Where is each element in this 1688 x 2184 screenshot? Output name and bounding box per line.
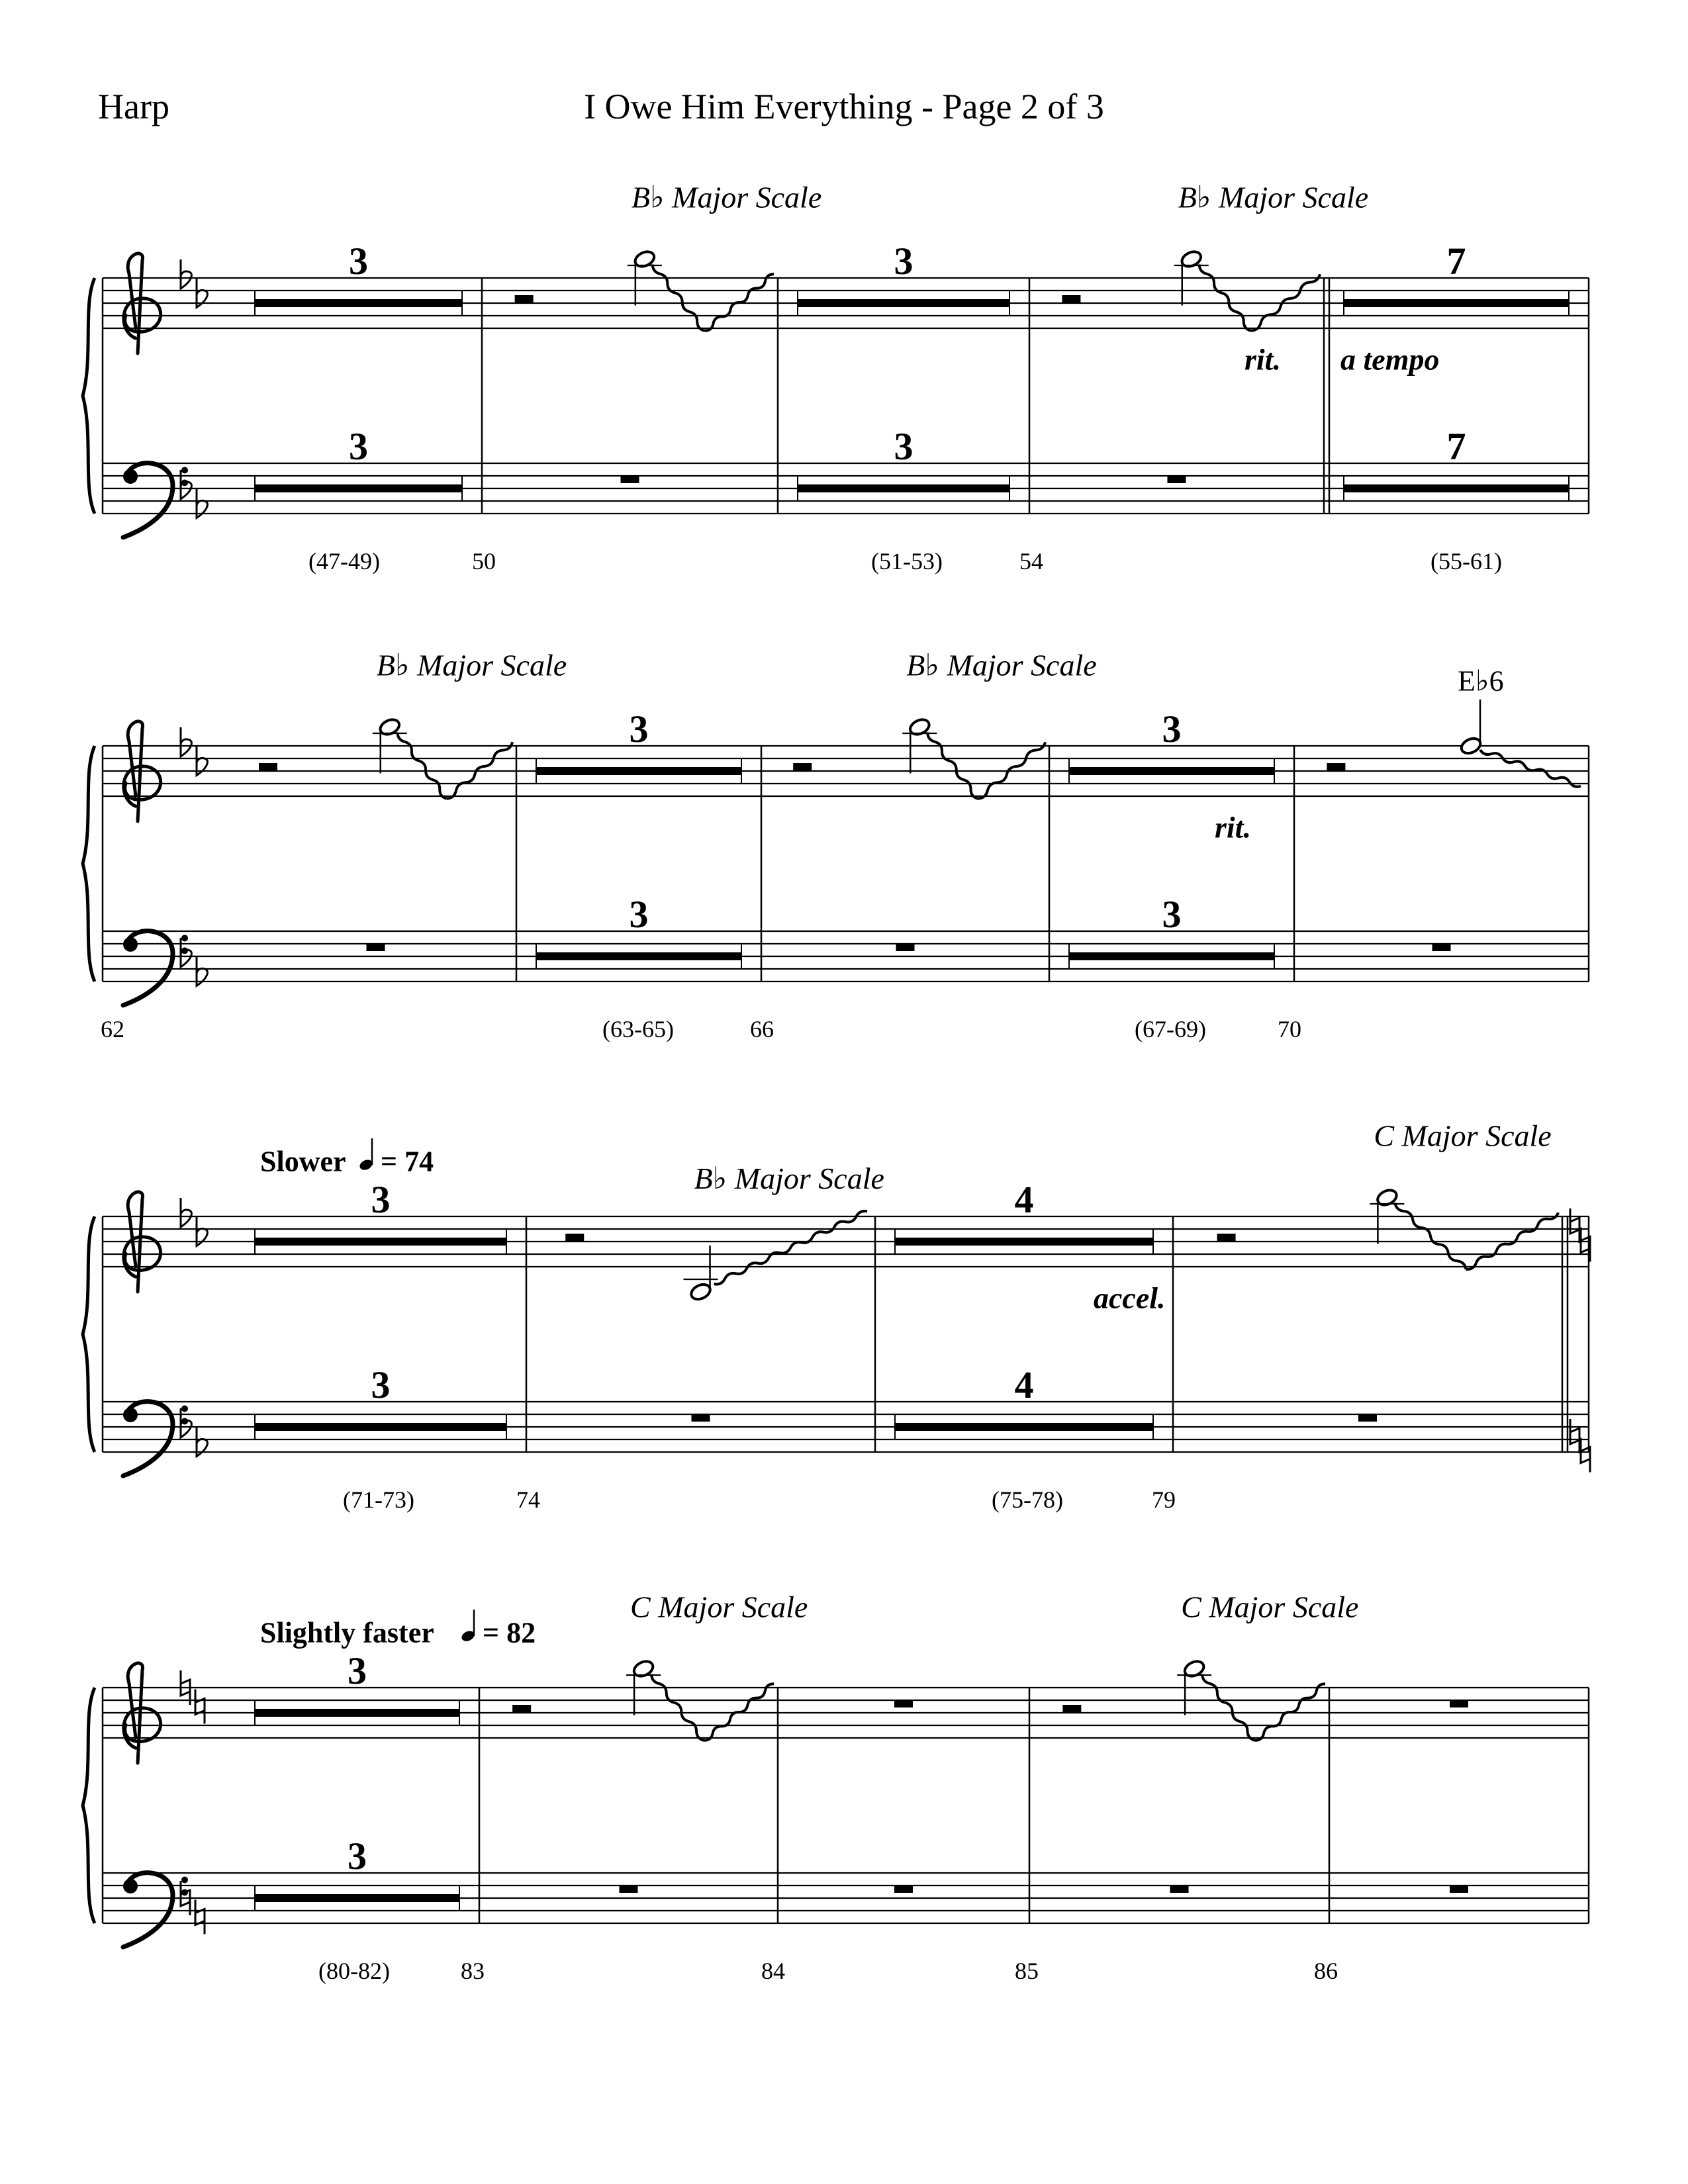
- measure-number: 79: [1152, 1486, 1176, 1513]
- glissando-line: [1480, 750, 1581, 787]
- glissando-line: [653, 265, 705, 331]
- brace-icon: [83, 1216, 95, 1452]
- multirest-bar: [895, 1423, 1153, 1431]
- measure-number: 74: [516, 1486, 540, 1513]
- multirest-count: 7: [1446, 425, 1466, 468]
- multirest-bar: [255, 1423, 506, 1431]
- bass-clef-icon: [123, 469, 138, 484]
- whole-rest-icon: [367, 944, 385, 951]
- glissando-line: [714, 1211, 868, 1285]
- natural-icon: [1570, 1419, 1579, 1453]
- bass-clef-icon: [123, 937, 138, 952]
- whole-rest-icon: [1450, 1700, 1468, 1707]
- flat-icon: [181, 259, 191, 289]
- bass-clef-icon: [123, 1408, 138, 1422]
- multirest-bar: [798, 299, 1009, 307]
- glissando-label: B♭ Major Scale: [1178, 180, 1369, 214]
- bass-clef-icon: [181, 467, 188, 473]
- measure-number: (71-73): [343, 1486, 414, 1513]
- whole-rest-icon: [692, 1414, 710, 1422]
- multirest-bar: [798, 484, 1009, 492]
- glissando-label: B♭ Major Scale: [376, 648, 567, 682]
- multirest-bar: [255, 1709, 459, 1717]
- expression-text: accel.: [1094, 1281, 1166, 1315]
- glissando-line: [1395, 1203, 1466, 1269]
- brace-icon: [83, 278, 95, 514]
- multirest-count: 3: [371, 1363, 391, 1406]
- tempo-text: Slower: [260, 1145, 346, 1178]
- measure-number: 70: [1278, 1016, 1301, 1042]
- system-2: [83, 649, 1589, 1042]
- natural-icon: [195, 1900, 205, 1934]
- bass-clef-icon: [181, 934, 188, 941]
- multirest-bar: [1069, 952, 1274, 960]
- glissando-line: [927, 733, 978, 799]
- expression-text: a tempo: [1340, 342, 1440, 377]
- glissando-label: C Major Scale: [630, 1590, 808, 1624]
- half-rest-icon: [1217, 1234, 1236, 1242]
- system-1: [83, 181, 1589, 574]
- whole-rest-icon: [1168, 476, 1186, 483]
- measure-number: (67-69): [1135, 1016, 1206, 1042]
- page-title: I Owe Him Everything - Page 2 of 3: [584, 87, 1104, 126]
- multirest-count: 3: [894, 425, 914, 468]
- multirest-count: 3: [1162, 707, 1182, 751]
- measure-number: 85: [1015, 1958, 1039, 1984]
- whole-rest-icon: [1358, 1414, 1377, 1422]
- bass-clef-icon: [181, 1405, 188, 1412]
- measure-number: (47-49): [308, 548, 380, 574]
- half-rest-icon: [512, 1705, 531, 1713]
- half-rest-icon: [565, 1234, 584, 1242]
- multirest-count: 3: [629, 893, 649, 936]
- multirest-count: 4: [1014, 1363, 1034, 1406]
- glissando-label: C Major Scale: [1181, 1590, 1359, 1624]
- multirest-bar: [1069, 767, 1274, 775]
- glissando-line: [1202, 1674, 1255, 1741]
- instrument-name: Harp: [98, 87, 169, 126]
- glissando-label: B♭ Major Scale: [906, 648, 1097, 682]
- glissando-label: B♭ Major Scale: [694, 1161, 884, 1196]
- measure-number: 86: [1314, 1958, 1338, 1984]
- multirest-bar: [1344, 299, 1569, 307]
- measure-number: 62: [101, 1016, 124, 1042]
- multirest-bar: [255, 1238, 506, 1246]
- flat-icon: [181, 727, 191, 756]
- brace-icon: [83, 1688, 95, 1923]
- whole-rest-icon: [621, 476, 639, 483]
- half-note-icon: [1459, 736, 1483, 756]
- multirest-bar: [255, 299, 462, 307]
- measure-number: 84: [761, 1958, 785, 1984]
- multirest-count: 3: [348, 1649, 367, 1692]
- brace-icon: [83, 746, 95, 981]
- natural-icon: [1570, 1208, 1579, 1243]
- multirest-count: 3: [349, 425, 368, 468]
- tempo-value: = 82: [483, 1616, 536, 1649]
- measure-number: (55-61): [1430, 548, 1502, 574]
- glissando-line: [651, 1674, 704, 1741]
- bass-clef-icon: [123, 1879, 138, 1893]
- system-3: [83, 1119, 1590, 1513]
- half-rest-icon: [1062, 295, 1080, 303]
- multirest-count: 7: [1446, 240, 1466, 283]
- multirest-bar: [255, 1894, 459, 1902]
- multirest-count: 3: [371, 1178, 391, 1221]
- glissando-line: [398, 733, 447, 799]
- multirest-bar: [536, 952, 741, 960]
- multirest-count: 3: [629, 707, 649, 751]
- glissando-label: E♭6: [1458, 664, 1504, 698]
- measure-number: 50: [472, 548, 496, 574]
- measure-number: 66: [750, 1016, 774, 1042]
- multirest-bar: [895, 1238, 1153, 1246]
- measure-number: (63-65): [602, 1016, 674, 1042]
- half-note-icon: [689, 1282, 713, 1302]
- whole-rest-icon: [1170, 1886, 1189, 1893]
- tempo-value: = 74: [381, 1145, 434, 1178]
- whole-rest-icon: [894, 1700, 913, 1707]
- multirest-count: 3: [894, 240, 914, 283]
- multirest-count: 4: [1014, 1178, 1034, 1221]
- whole-rest-icon: [896, 944, 915, 951]
- multirest-bar: [255, 484, 462, 492]
- multirest-count: 3: [348, 1835, 367, 1878]
- system-4: [83, 1590, 1589, 1984]
- glissando-label: C Major Scale: [1374, 1118, 1552, 1153]
- measure-number: (51-53): [871, 548, 943, 574]
- natural-icon: [195, 1690, 205, 1724]
- glissando-label: B♭ Major Scale: [631, 180, 822, 214]
- multirest-count: 3: [1162, 893, 1182, 936]
- half-rest-icon: [515, 295, 534, 303]
- multirest-count: 3: [349, 240, 368, 283]
- whole-rest-icon: [620, 1886, 638, 1893]
- measure-number: 83: [461, 1958, 485, 1984]
- whole-rest-icon: [894, 1886, 913, 1893]
- half-rest-icon: [793, 763, 812, 771]
- expression-text: rit.: [1215, 810, 1251, 844]
- multirest-bar: [536, 767, 741, 775]
- bass-clef-icon: [181, 1876, 188, 1883]
- multirest-bar: [1344, 484, 1569, 492]
- expression-text: rit.: [1244, 342, 1281, 377]
- measure-number: (75-78): [992, 1486, 1063, 1513]
- half-rest-icon: [1327, 763, 1345, 771]
- whole-rest-icon: [1450, 1886, 1468, 1893]
- measure-number: (80-82): [318, 1958, 390, 1984]
- measure-number: 54: [1019, 548, 1043, 574]
- half-rest-icon: [1062, 1705, 1081, 1713]
- glissando-line: [1199, 265, 1251, 331]
- tempo-text: Slightly faster: [260, 1616, 434, 1649]
- whole-rest-icon: [1432, 944, 1451, 951]
- half-rest-icon: [259, 763, 277, 771]
- flat-icon: [181, 1198, 191, 1227]
